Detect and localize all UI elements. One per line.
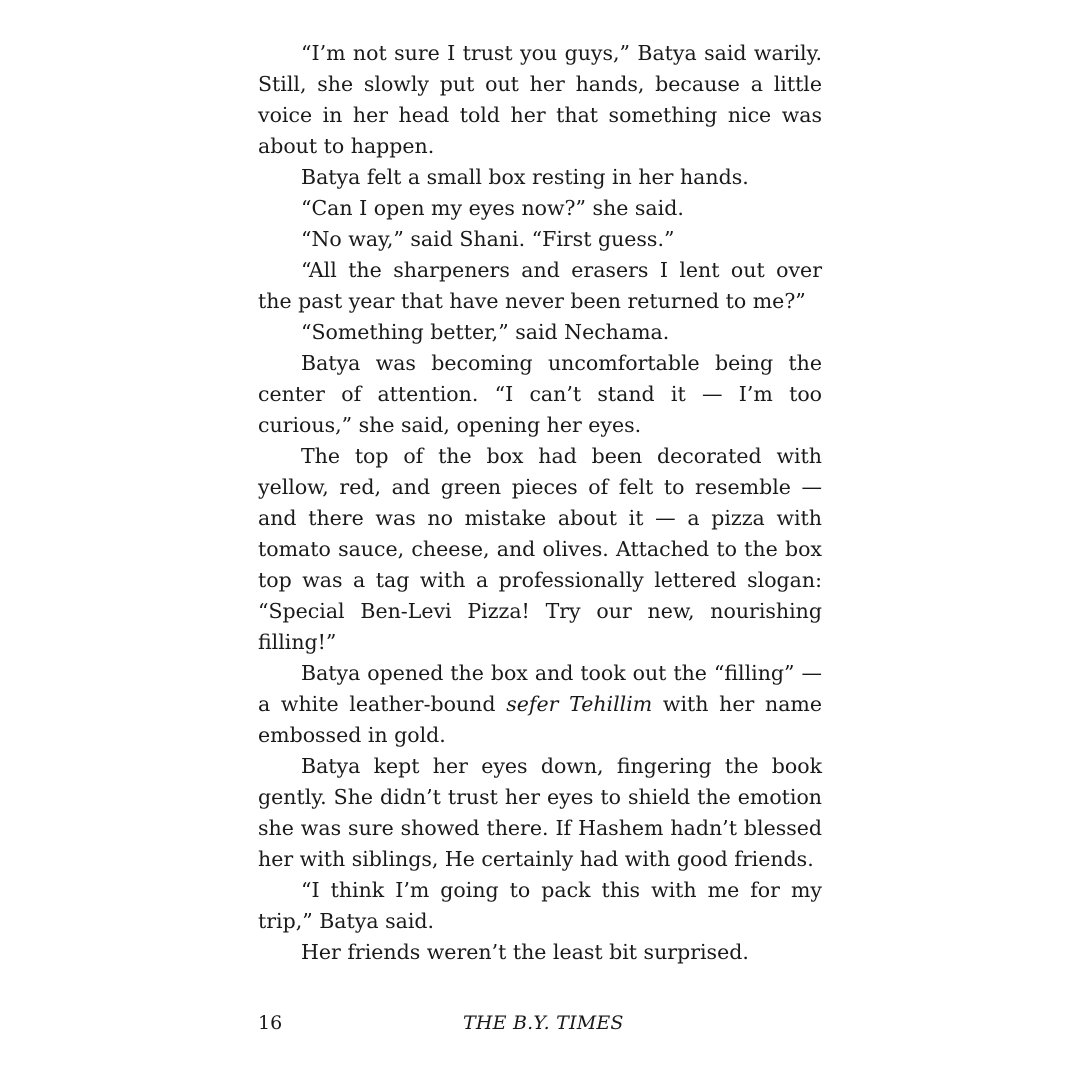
page-number: 16 (258, 1012, 283, 1034)
paragraph (258, 162, 822, 193)
paragraph (258, 38, 822, 162)
paragraph (258, 937, 822, 968)
paragraph-text: “I think I’m going to pack this with me for my trip,” Batya said. (258, 878, 822, 933)
paragraph (258, 193, 822, 224)
paragraph (258, 658, 822, 751)
page-footer (258, 1012, 822, 1040)
paragraph-text: The top of the box had been decorated with yellow, red, and green pieces of felt to resemble — and there was no mistake about it — a pizza with tomato sauce, cheese, and olives. Attached to the box top was a tag with a professionally lettered slogan: “Special Ben-Levi Pizza! Try our new, nourishing filling!” (258, 444, 822, 654)
running-title: THE B.Y. TIMES (463, 1012, 624, 1034)
paragraph (258, 348, 822, 441)
paragraph-text: “All the sharpeners and erasers I lent out over the past year that have never been returned to me?” (258, 258, 822, 313)
paragraph-text: Batya opened the box and took out the “filling” — a white leather-bound (258, 661, 822, 716)
paragraph-text: “Can I open my eyes now?” she said. (301, 196, 684, 220)
paragraph-text: Batya felt a small box resting in her hands. (301, 165, 749, 189)
paragraph (258, 875, 822, 937)
paragraph (258, 751, 822, 875)
paragraph (258, 441, 822, 658)
paragraph-text: “I’m not sure I trust you guys,” Batya said warily. Still, she slowly put out her hands, because a little voice in her head told her that something nice was about to happen. (258, 41, 822, 158)
page-body (258, 38, 822, 968)
paragraph (258, 224, 822, 255)
paragraph (258, 255, 822, 317)
paragraph-text: “Something better,” said Nechama. (301, 320, 670, 344)
paragraph-text: “No way,” said Shani. “First guess.” (301, 227, 675, 251)
paragraph-text: Batya kept her eyes down, fingering the book gently. She didn’t trust her eyes to shield the emotion she was sure showed there. If Hashem hadn’t blessed her with siblings, He certainly had with good friends. (258, 754, 822, 871)
paragraph-text: Her friends weren’t the least bit surprised. (301, 940, 749, 964)
paragraph-text: Batya was becoming uncomfortable being the center of attention. “I can’t stand it — I’m too curious,” she said, opening her eyes. (258, 351, 822, 437)
paragraph (258, 317, 822, 348)
paragraph-text: with her name embossed in gold. (258, 692, 822, 747)
italic-phrase: sefer Tehillim (506, 692, 653, 716)
